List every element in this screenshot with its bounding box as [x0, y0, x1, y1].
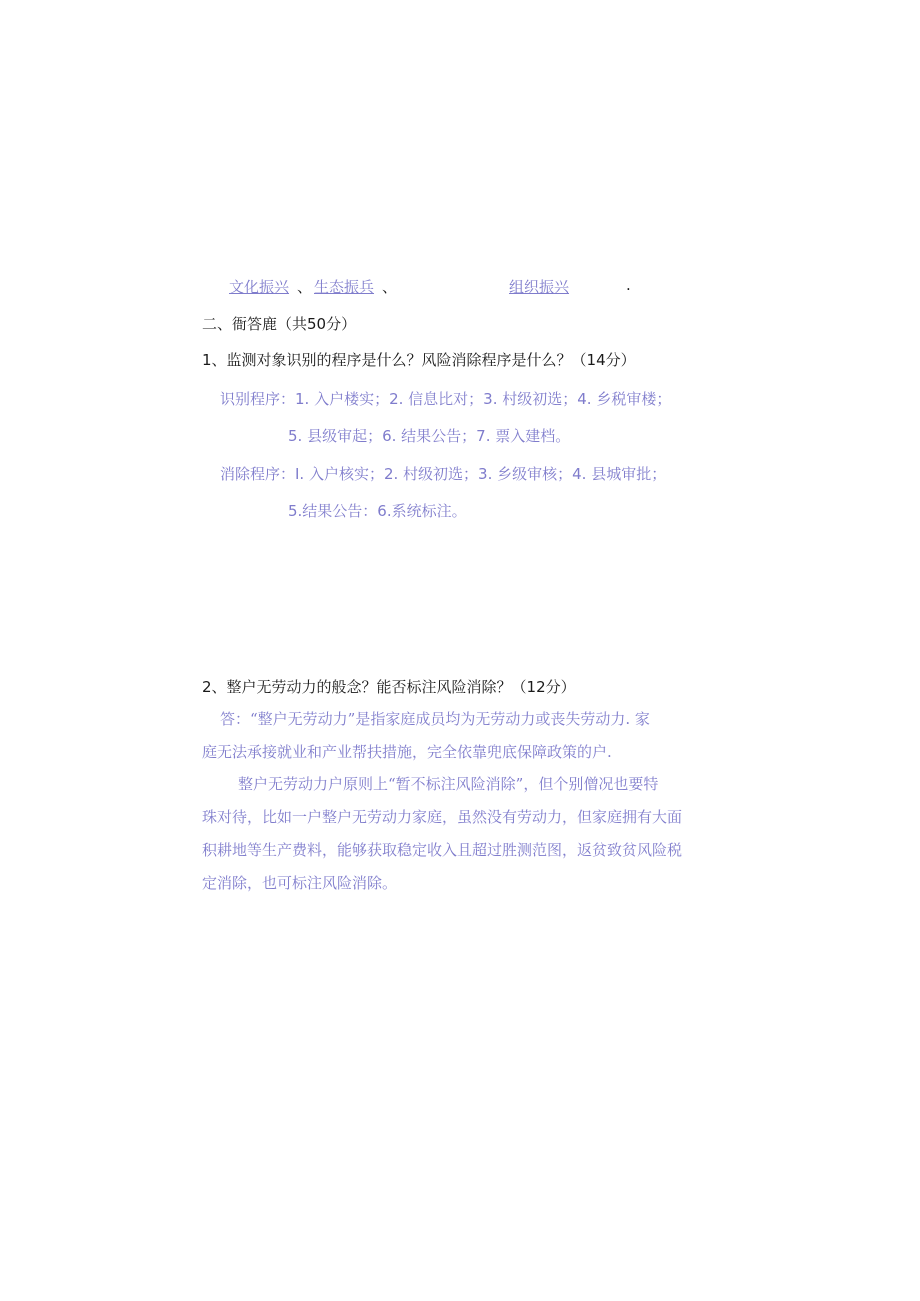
answer-2-line-4: 珠对待，比如一户整户无劳动力家庭，虽然没有劳动力，但家庭拥有大面 — [202, 808, 683, 826]
line-end-period: . — [626, 276, 631, 294]
question-1: 1、监测对象识别的程序是什么？风险消除程序是什么？（14分） — [202, 351, 636, 369]
answer-1-line-1: 识别程序：1. 入户楼实；2. 信息比对；3. 村级初选；4. 乡税审楼； — [220, 390, 672, 408]
answer-1-line-4: 5.结果公告：6.系统标注。 — [288, 502, 467, 520]
fill-in-line — [229, 276, 649, 298]
blank-answer-1: 文化振兴 — [229, 278, 290, 296]
answer-1-line-2: 5. 县级审起；6. 结果公告；7. 票入建档。 — [288, 427, 571, 445]
answer-2-line-1: 答：“整户无劳动力”是指家庭成员均为无劳动力或丧失劳动力. 家 — [220, 710, 650, 728]
answer-2-line-3: 整户无劳动力户原则上“暂不标注风险消除”，但个别僧况也要特 — [238, 775, 659, 793]
blank-answer-3: 组织振兴 — [509, 278, 570, 296]
answer-1-line-3: 消除程序：I. 入户核实；2. 村级初选；3. 乡级审核；4. 县城审批； — [220, 465, 667, 483]
separator-1: 、 — [297, 278, 313, 296]
section-heading: 二、衙答鹿（共50分） — [202, 315, 357, 333]
answer-2-line-6: 定消除，也可标注风险消除。 — [202, 874, 398, 892]
blank-answer-2: 生态振兵 — [314, 278, 375, 296]
separator-2: 、 — [382, 278, 398, 296]
question-2: 2、整户无劳动力的般念？能否标注风险消除？（12分） — [202, 678, 576, 696]
answer-2-line-2: 庭无法承接就业和产业帮扶措施，完全依靠兜底保障政策的户. — [202, 743, 612, 761]
answer-2-line-5: 积耕地等生产费料，能够获取稳定收入且超过胜测范图，返贫致贫风险税 — [202, 841, 683, 859]
